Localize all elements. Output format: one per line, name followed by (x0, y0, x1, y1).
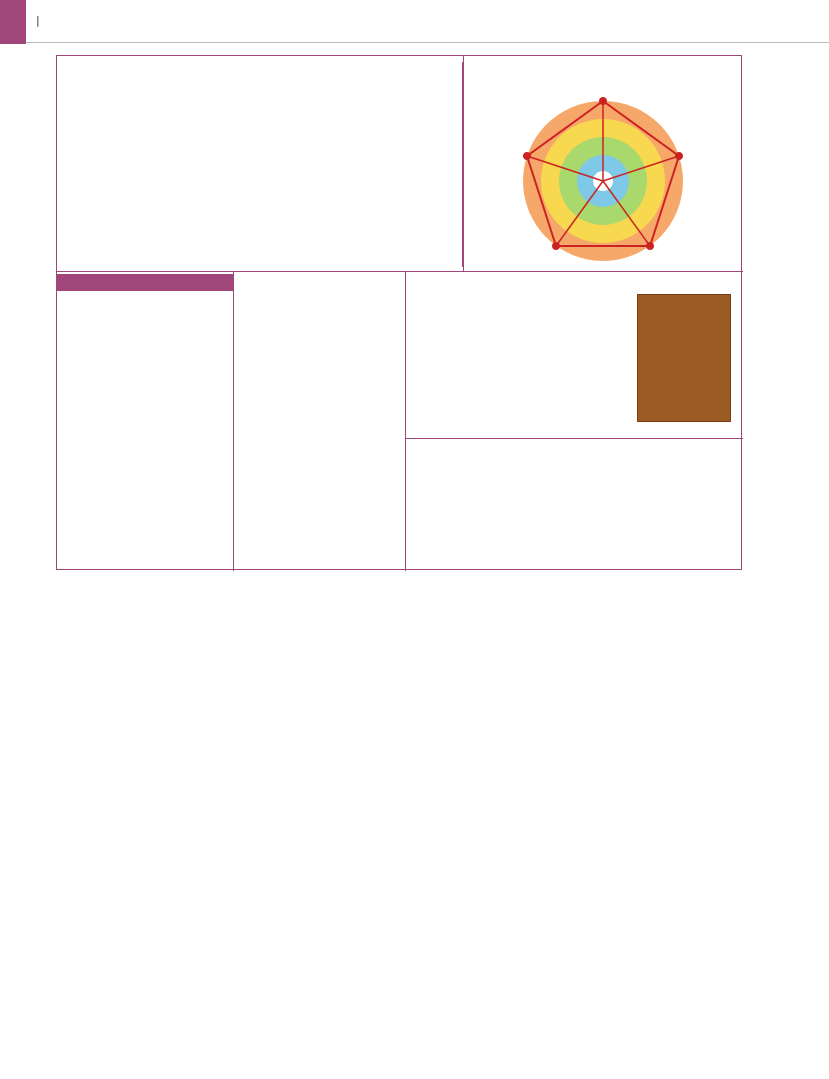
chart-bars (63, 62, 458, 237)
five-elements-chart (463, 56, 743, 271)
review-panel (56, 55, 742, 570)
spec-table (57, 274, 233, 291)
focus-block (243, 276, 403, 286)
article-column-2 (294, 622, 516, 624)
qr-code-image[interactable] (635, 461, 715, 541)
reference-software (411, 276, 737, 436)
header-rule (26, 42, 829, 43)
section-tab (0, 0, 26, 44)
running-header: | (36, 14, 40, 27)
pentagon-svg (463, 56, 743, 271)
album-cover-image (637, 294, 731, 422)
spec-model (57, 274, 233, 291)
twenty-points-chart (63, 62, 463, 267)
